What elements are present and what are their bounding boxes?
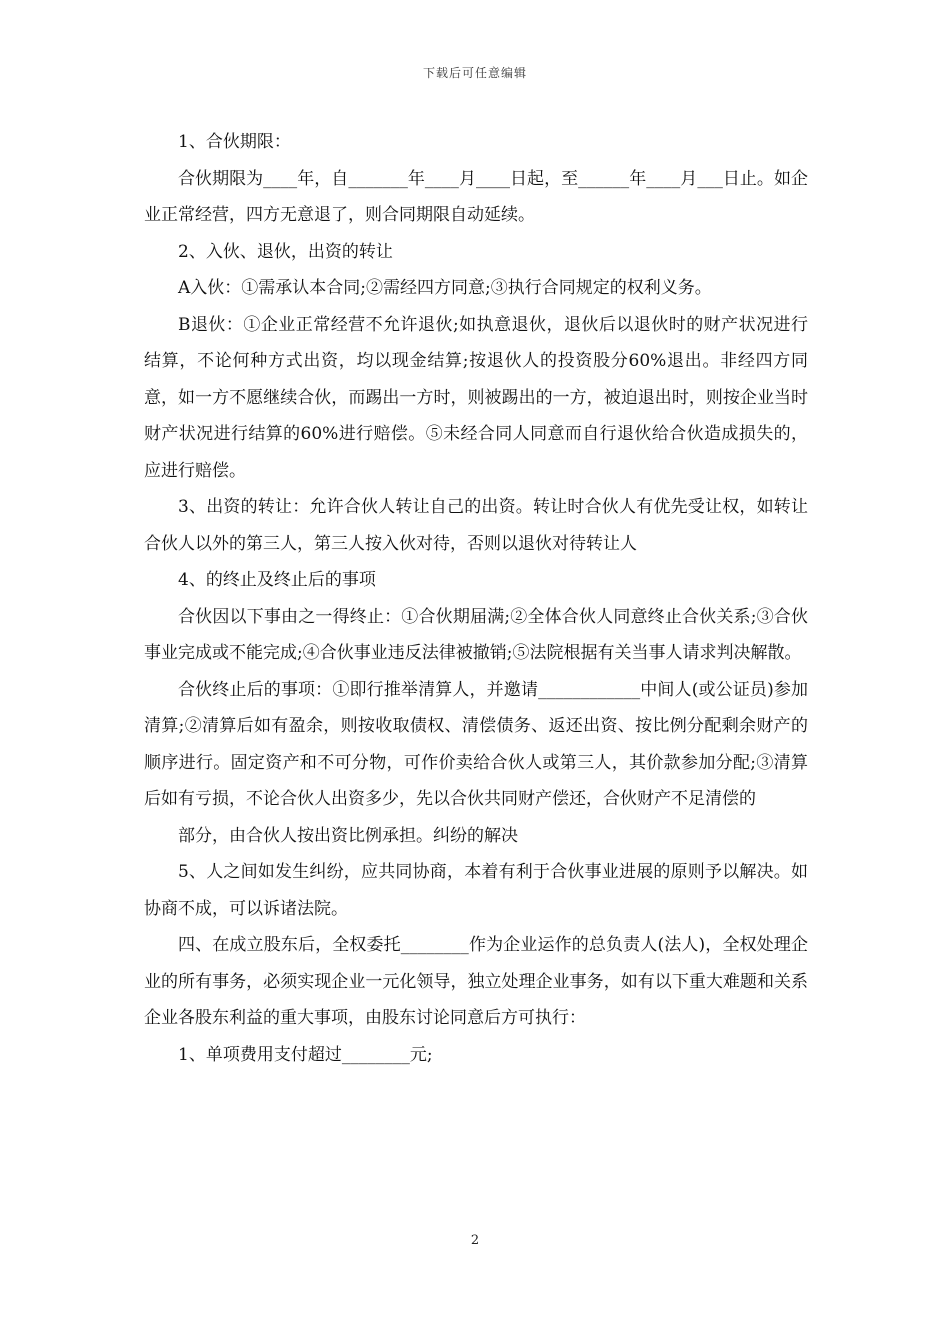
clause-dispute-body: 5、人之间如发生纠纷，应共同协商，本着有利于合伙事业进展的原则予以解决。如协商不成，可以诉诸法院。 bbox=[144, 862, 808, 919]
clause-transfer-body: 3、出资的转让：允许合伙人转让自己的出资。转让时合伙人有优先受让权，如转让合伙人以外的第三人，第三人按入伙对待，否则以退伙对待转让人 bbox=[144, 497, 808, 554]
document-body bbox=[144, 124, 808, 1073]
clause-loss-sharing-body: 部分，由合伙人按出资比例承担。纠纷的解决 bbox=[178, 825, 518, 846]
clause-after-termination-body: 合伙终止后的事项：①即行推举清算人，并邀请____________中间人(或公证员)参加清算;②清算后如有盈余，则按收取债权、清偿债务、返还出资、按比例分配剩余财产的顺序进行。固定资产和不可分物，可作价卖给合伙人或第三人，其价款参加分配;③清算后如有亏损，不论合伙人出资多少，先以合伙共同财产偿还，合伙财产不足清偿的 bbox=[144, 679, 808, 809]
clause-join-body: A入伙：①需承认本合同;②需经四方同意;③执行合同规定的权利义务。 bbox=[178, 278, 712, 298]
clause-termination-heading: 4、的终止及终止后的事项 bbox=[178, 570, 376, 590]
clause-expense-limit-body: 1、单项费用支付超过________元; bbox=[178, 1044, 433, 1065]
clause-delegation-body: 四、在成立股东后，全权委托________作为企业运作的总负责人(法人)，全权处理企业的所有事务，必须实现企业一元化领导，独立处理企业事务，如有以下重大难题和关系企业各股东利益的重大事项，由股东讨论同意后方可执行： bbox=[144, 935, 808, 1028]
clause-join-exit-heading: 2、入伙、退伙，出资的转让 bbox=[178, 241, 393, 262]
clause-term-heading: 1、合伙期限： bbox=[178, 132, 291, 152]
clause-term-body: 合伙期限为____年，自_______年____月____日起，至______年____月___日止。如企业正常经营，四方无意退了，则合同期限自动延续。 bbox=[144, 168, 808, 225]
clause-termination-body: 合伙因以下事由之一得终止：①合伙期届满;②全体合伙人同意终止合伙关系;③合伙事业完成或不能完成;④合伙事业违反法律被撤销;⑤法院根据有关当事人请求判决解散。 bbox=[144, 606, 808, 663]
page-number: 2 bbox=[470, 1233, 480, 1248]
clause-exit-body: B退伙：①企业正常经营不允许退伙;如执意退伙，退伙后以退伙时的财产状况进行结算，不论何种方式出资，均以现金结算;按退伙人的投资股分60%退出。非经四方同意，如一方不愿继续合伙，而踢出一方时，则被踢出的一方，被迫退出时，则按企业当时财产状况进行结算的60%进行赔偿。⑤未经合同人同意而自行退伙给合伙造成损失的，应进行赔偿。 bbox=[144, 314, 808, 481]
page-header: 下载后可任意编辑 bbox=[422, 66, 527, 80]
